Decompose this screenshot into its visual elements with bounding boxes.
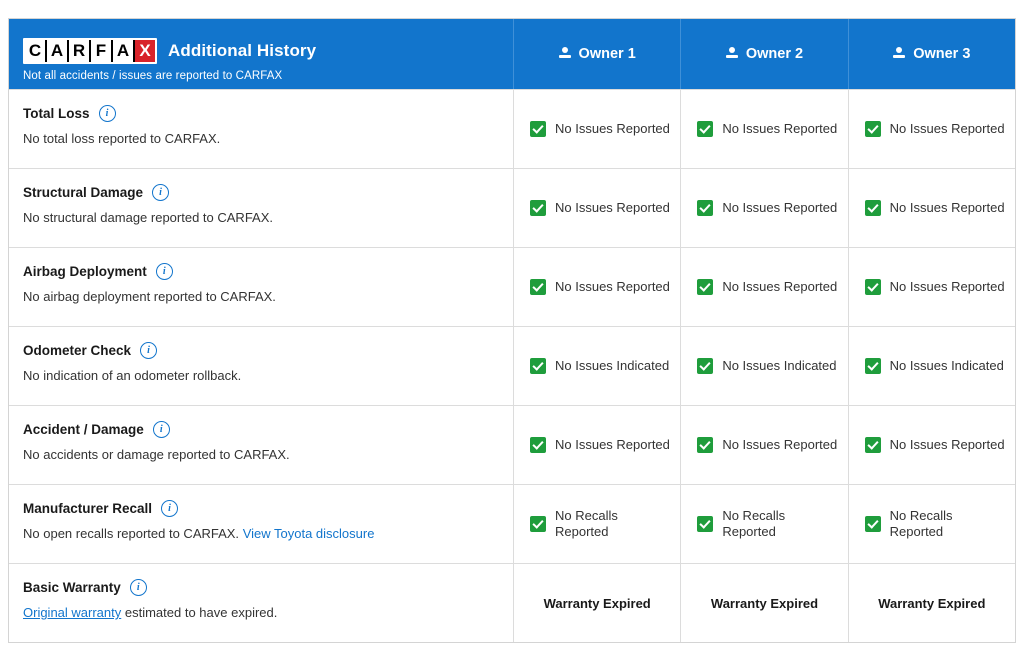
check-icon xyxy=(865,437,881,453)
person-icon xyxy=(559,47,571,61)
status-label: No Recalls Reported xyxy=(722,507,786,539)
row-description-manufacturer-recall xyxy=(9,485,514,563)
logo-letter-a2: A xyxy=(113,40,135,62)
status-label: No Issues Reported xyxy=(722,120,838,136)
check-icon xyxy=(865,516,881,532)
status-label: No Issues Reported xyxy=(889,436,1005,452)
status-label: No Issues Reported xyxy=(555,436,670,452)
column-header-owner-1 xyxy=(514,19,681,89)
status-label: No Issues Indicated xyxy=(889,357,1004,373)
status-label: No Issues Indicated xyxy=(555,357,670,373)
status-cell-owner-3 xyxy=(849,248,1015,326)
view-toyota-disclosure-link[interactable]: View Toyota disclosure xyxy=(242,526,375,541)
status-label: No Recalls Reported xyxy=(555,507,618,539)
check-icon xyxy=(697,121,713,137)
table-row xyxy=(9,484,1015,563)
check-icon xyxy=(530,516,546,532)
row-title-line xyxy=(23,184,497,201)
row-description-basic-warranty xyxy=(9,564,514,642)
row-description-odometer-check xyxy=(9,327,514,405)
row-title-line xyxy=(23,421,497,438)
check-icon xyxy=(697,279,713,295)
column-header-owner-3-label: Owner 3 xyxy=(913,46,971,62)
status-cell-owner-3 xyxy=(849,406,1015,484)
info-icon[interactable]: i xyxy=(140,342,157,359)
column-header-owner-1-label: Owner 1 xyxy=(578,46,636,62)
status-cell-owner-2 xyxy=(681,248,848,326)
row-description-accident-damage xyxy=(9,406,514,484)
status-label: No Issues Reported xyxy=(889,120,1005,136)
row-subtext-text: No open recalls reported to CARFAX. xyxy=(23,526,240,541)
row-title-line xyxy=(23,342,497,359)
status-cell-owner-2 xyxy=(681,169,848,247)
info-icon[interactable]: i xyxy=(153,421,170,438)
row-title: Manufacturer Recall xyxy=(23,501,153,516)
status-cell-owner-1 xyxy=(514,90,681,168)
status-cell-owner-3 xyxy=(849,485,1015,563)
column-header-owner-3 xyxy=(849,19,1015,89)
page-title: Additional History xyxy=(168,40,317,60)
status-label: No Issues Reported xyxy=(722,278,838,294)
table-header-row xyxy=(9,19,1015,89)
row-title: Odometer Check xyxy=(23,343,132,358)
logo-letter-x: X xyxy=(135,40,155,62)
status-label: No Issues Reported xyxy=(555,278,670,294)
check-icon xyxy=(865,279,881,295)
row-subtext: No airbag deployment reported to CARFAX. xyxy=(23,289,276,304)
status-cell-owner-1 xyxy=(514,169,681,247)
row-subtext xyxy=(23,605,497,620)
check-icon xyxy=(530,437,546,453)
brand-top xyxy=(23,38,513,64)
status-cell-owner-3 xyxy=(849,327,1015,405)
check-icon xyxy=(530,279,546,295)
logo-letter-c: C xyxy=(25,40,47,62)
status-cell-owner-1 xyxy=(514,406,681,484)
table-row xyxy=(9,405,1015,484)
status-label: No Issues Reported xyxy=(722,199,838,215)
row-subtext: No accidents or damage reported to CARFAX. xyxy=(23,447,290,462)
row-title: Structural Damage xyxy=(23,185,144,200)
status-cell-owner-3 xyxy=(849,564,1015,642)
person-icon xyxy=(726,47,738,61)
check-icon xyxy=(697,200,713,216)
check-icon xyxy=(865,121,881,137)
row-subtext xyxy=(23,526,497,541)
info-icon[interactable]: i xyxy=(99,105,116,122)
status-cell-owner-3 xyxy=(849,169,1015,247)
row-title-line xyxy=(23,105,497,122)
status-label: No Issues Reported xyxy=(889,278,1005,294)
check-icon xyxy=(697,437,713,453)
row-description-airbag-deployment xyxy=(9,248,514,326)
logo-letter-a1: A xyxy=(47,40,69,62)
status-label: Warranty Expired xyxy=(878,595,986,611)
status-label: No Issues Reported xyxy=(722,436,838,452)
status-cell-owner-2 xyxy=(681,564,848,642)
row-title: Accident / Damage xyxy=(23,422,144,437)
logo-letter-r: R xyxy=(69,40,91,62)
status-cell-owner-1 xyxy=(514,327,681,405)
status-label: No Issues Reported xyxy=(555,199,670,215)
check-icon xyxy=(530,121,546,137)
table-row xyxy=(9,563,1015,642)
original-warranty-link[interactable]: Original warranty xyxy=(23,605,122,620)
info-icon[interactable]: i xyxy=(130,579,147,596)
row-title-line xyxy=(23,263,497,280)
brand-cell xyxy=(9,19,514,89)
check-icon xyxy=(530,358,546,374)
status-label: No Recalls Reported xyxy=(889,507,953,539)
status-label: No Issues Indicated xyxy=(722,357,837,373)
status-label: No Issues Reported xyxy=(889,199,1005,215)
row-title: Airbag Deployment xyxy=(23,264,147,279)
row-subtext: No total loss reported to CARFAX. xyxy=(23,131,221,146)
row-subtext: No structural damage reported to CARFAX. xyxy=(23,210,274,225)
table-row xyxy=(9,168,1015,247)
row-title-line xyxy=(23,500,497,517)
check-icon xyxy=(865,358,881,374)
table-row xyxy=(9,89,1015,168)
status-cell-owner-1 xyxy=(514,485,681,563)
status-cell-owner-2 xyxy=(681,327,848,405)
info-icon[interactable]: i xyxy=(161,500,178,517)
check-icon xyxy=(697,358,713,374)
row-title: Total Loss xyxy=(23,106,90,121)
status-cell-owner-1 xyxy=(514,564,681,642)
info-icon[interactable]: i xyxy=(156,263,173,280)
column-header-owner-2-label: Owner 2 xyxy=(745,46,804,62)
status-cell-owner-3 xyxy=(849,90,1015,168)
check-icon xyxy=(865,200,881,216)
row-title-line xyxy=(23,579,497,596)
carfax-logo xyxy=(23,38,157,64)
column-header-owner-2 xyxy=(681,19,848,89)
status-cell-owner-2 xyxy=(681,406,848,484)
status-label: Warranty Expired xyxy=(543,595,651,611)
page-subtitle: Not all accidents / issues are reported to CARFAX xyxy=(23,69,283,82)
row-subtext: No indication of an odometer rollback. xyxy=(23,368,242,383)
status-cell-owner-2 xyxy=(681,485,848,563)
table-row xyxy=(9,326,1015,405)
table-row xyxy=(9,247,1015,326)
person-icon xyxy=(893,47,905,61)
status-label: No Issues Reported xyxy=(555,120,670,136)
check-icon xyxy=(530,200,546,216)
row-description-total-loss xyxy=(9,90,514,168)
status-label: Warranty Expired xyxy=(710,595,819,611)
check-icon xyxy=(697,516,713,532)
logo-letter-f: F xyxy=(91,40,113,62)
info-icon[interactable]: i xyxy=(152,184,169,201)
row-subtext-text: estimated to have expired. xyxy=(121,605,278,620)
row-title: Basic Warranty xyxy=(23,580,121,595)
row-description-structural-damage xyxy=(9,169,514,247)
status-cell-owner-1 xyxy=(514,248,681,326)
status-cell-owner-2 xyxy=(681,90,848,168)
additional-history-table xyxy=(8,18,1016,643)
